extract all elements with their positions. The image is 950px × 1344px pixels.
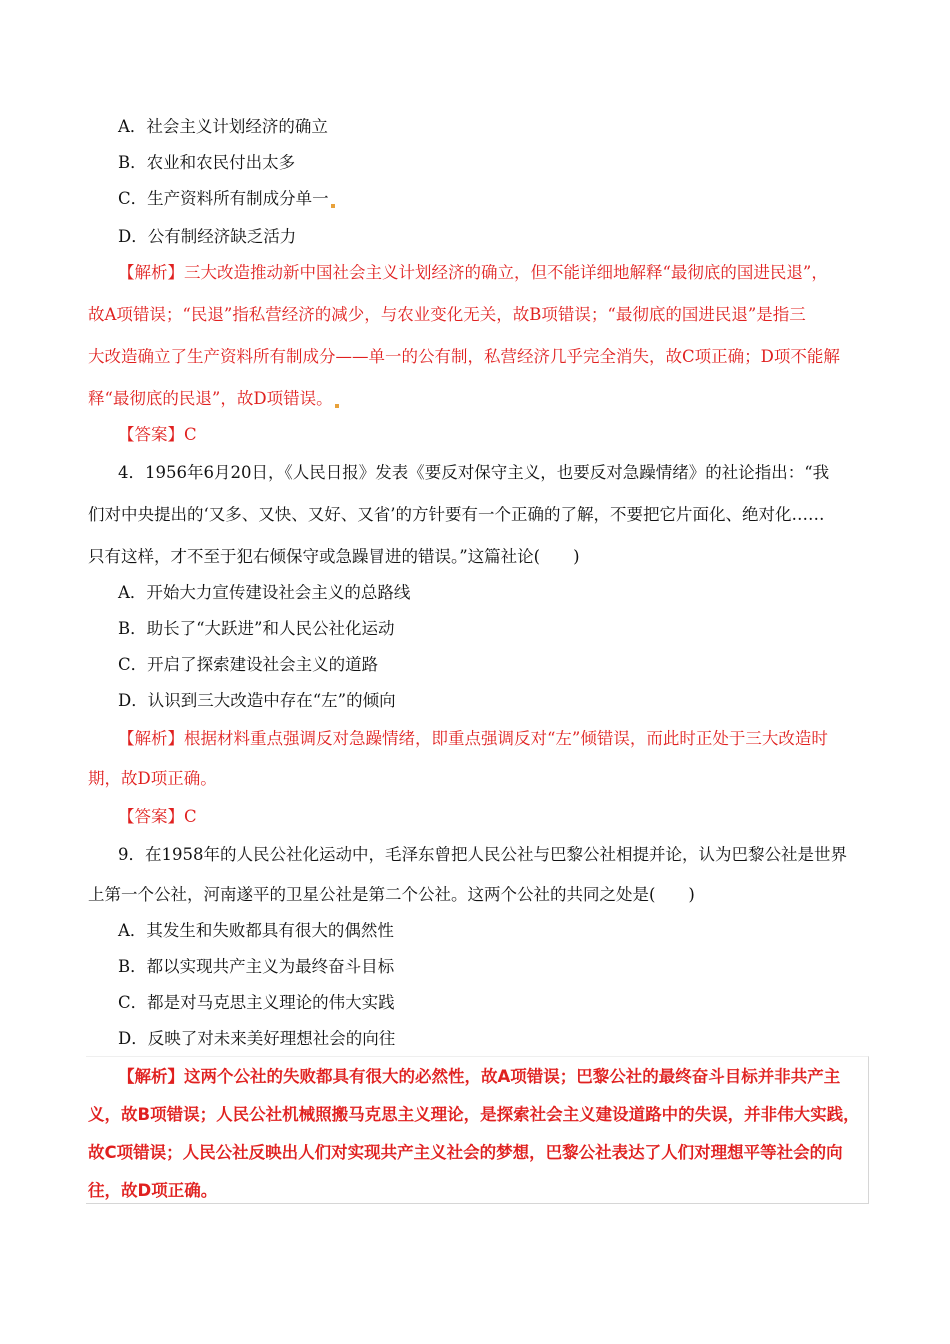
q9-analysis-line-4: 往，故D项正确。 bbox=[88, 1181, 218, 1200]
q9-stem-line-1: 9．在1958年的人民公社化运动中，毛泽东曾把人民公社与巴黎公社相提并论，认为巴黎公社是世界 bbox=[118, 845, 847, 864]
mark-dot-icon bbox=[331, 204, 335, 208]
q4-answer bbox=[118, 806, 898, 828]
mark-dot-icon bbox=[335, 404, 339, 408]
q3-analysis-line-2: 故A项错误；“民退”指私营经济的减少，与农业变化无关，故B项错误；“最彻底的国进民退”是指三 bbox=[88, 305, 806, 324]
q3-analysis-text-4: 释“最彻底的民退”，故D项错误。 bbox=[88, 389, 333, 408]
q4-option-b: B．助长了“大跃进”和人民公社化运动 bbox=[118, 619, 395, 638]
q4-analysis-text-1: 根据材料重点强调反对急躁情绪，即重点强调反对“左”倾错误，而此时正处于三大改造时 bbox=[184, 729, 828, 748]
q3-analysis-tag: 【解析】 bbox=[118, 263, 184, 282]
q3-analysis-text-1: 三大改造推动新中国社会主义计划经济的确立，但不能详细地解释“最彻底的国进民退”， bbox=[184, 263, 828, 282]
q3-option-c bbox=[118, 188, 898, 210]
q9-analysis-tag: 【解析】 bbox=[118, 1067, 184, 1086]
q9-option-a: A．其发生和失败都具有很大的偶然性 bbox=[118, 921, 394, 940]
q4-option-d: D．认识到三大改造中存在“左”的倾向 bbox=[118, 691, 396, 710]
q3-answer bbox=[118, 424, 898, 446]
q3-analysis-line-4 bbox=[88, 388, 868, 410]
q4-analysis-tag: 【解析】 bbox=[118, 729, 184, 748]
q3-option-d: D．公有制经济缺乏活力 bbox=[118, 227, 297, 246]
q4-stem-line-3: 只有这样，才不至于犯右倾保守或急躁冒进的错误。”这篇社论( ) bbox=[88, 547, 580, 566]
q9-option-c: C．都是对马克思主义理论的伟大实践 bbox=[118, 993, 395, 1012]
q3-answer-tag: 【答案】 bbox=[118, 425, 184, 444]
q4-answer-value: C bbox=[184, 807, 197, 826]
q4-stem-line-1: 4．1956年6月20日，《人民日报》发表《要反对保守主义，也要反对急躁情绪》的社论指出：“我 bbox=[118, 463, 830, 482]
q3-option-a: A．社会主义计划经济的确立 bbox=[118, 117, 328, 136]
q4-answer-tag: 【答案】 bbox=[118, 807, 184, 826]
q9-analysis-text-1: 这两个公社的失败都具有很大的必然性，故A项错误；巴黎公社的最终奋斗目标并非共产主 bbox=[184, 1067, 841, 1086]
q9-analysis-line-1 bbox=[118, 1066, 898, 1088]
q3-answer-value: C bbox=[184, 425, 197, 444]
q4-stem-line-2: 们对中央提出的‘又多、又快、又好、又省’的方针要有一个正确的了解，不要把它片面化、绝对化…… bbox=[88, 505, 825, 524]
q3-analysis-line-3: 大改造确立了生产资料所有制成分——单一的公有制，私营经济几乎完全消失，故C项正确；D项不能解 bbox=[88, 347, 840, 366]
q3-option-c-text: C．生产资料所有制成分单一 bbox=[118, 189, 329, 208]
q9-option-b: B．都以实现共产主义为最终奋斗目标 bbox=[118, 957, 395, 976]
q9-stem-line-2: 上第一个公社，河南遂平的卫星公社是第二个公社。这两个公社的共同之处是( ) bbox=[88, 885, 695, 904]
q4-option-a: A．开始大力宣传建设社会主义的总路线 bbox=[118, 583, 411, 602]
q3-analysis-line-1 bbox=[118, 262, 898, 284]
q4-analysis-line-1 bbox=[118, 728, 898, 750]
q9-analysis-line-2: 义，故B项错误；人民公社机械照搬马克思主义理论，是探索社会主义建设道路中的失误，并非伟大实践， bbox=[88, 1105, 860, 1124]
q3-option-b: B．农业和农民付出太多 bbox=[118, 153, 296, 172]
q9-analysis-line-3: 故C项错误；人民公社反映出人们对实现共产主义社会的梦想，巴黎公社表达了人们对理想平等社会的向 bbox=[88, 1143, 843, 1162]
q4-option-c: C．开启了探索建设社会主义的道路 bbox=[118, 655, 379, 674]
q4-analysis-line-2: 期，故D项正确。 bbox=[88, 769, 217, 788]
q9-option-d: D．反映了对未来美好理想社会的向往 bbox=[118, 1029, 396, 1048]
